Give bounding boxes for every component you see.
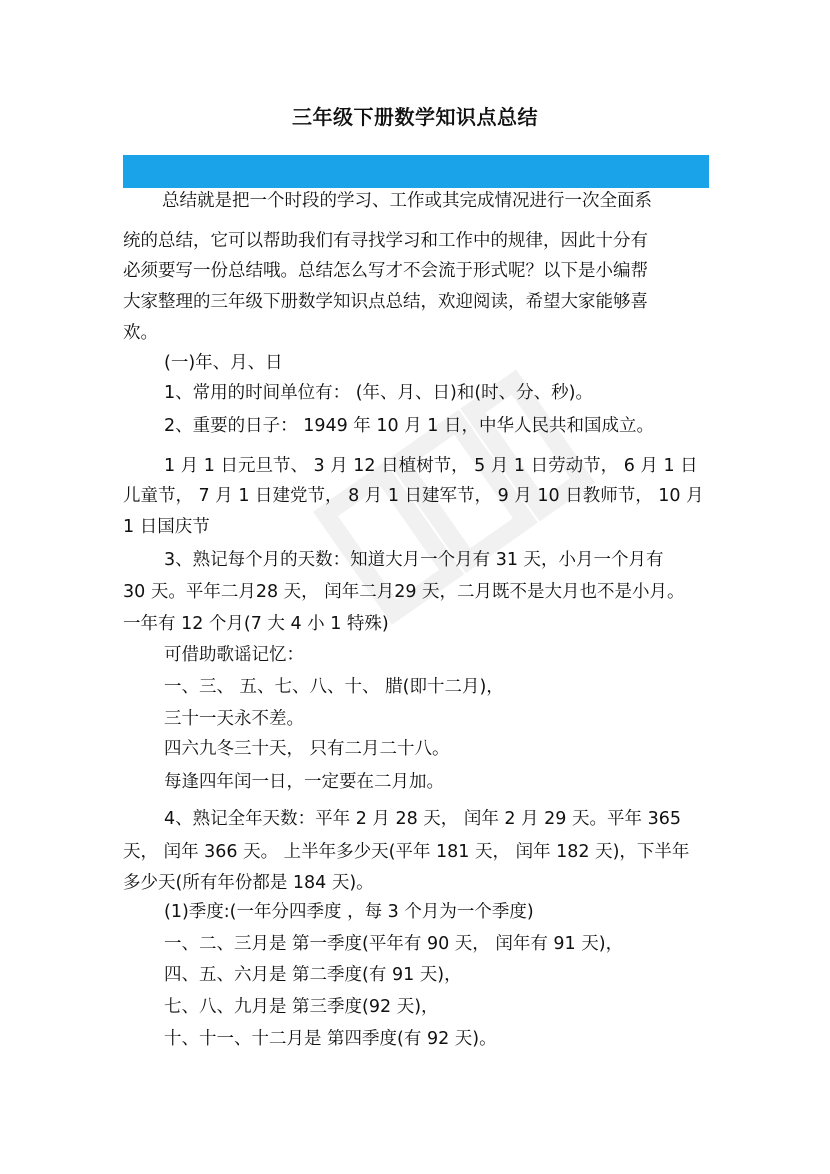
paragraph-line: 必须要写一份总结哦。总结怎么写才不会流于形式呢？以下是小编帮 bbox=[123, 261, 648, 281]
paragraph-line: 统的总结，它可以帮助我们有寻找学习和工作中的规律，因此十分有 bbox=[123, 231, 648, 251]
paragraph-line: 四六九冬三十天， 只有二月二十八。 bbox=[164, 739, 450, 759]
paragraph-line: 1 月 1 日元旦节、 3 月 12 日植树节， 5 月 1 日劳动节， 6 月 1 日 bbox=[164, 456, 698, 476]
paragraph-line: 1 日国庆节 bbox=[123, 517, 210, 537]
paragraph-line: 30 天。平年二月28 天， 闰年二月29 天，二月既不是大月也不是小月。 bbox=[123, 582, 685, 602]
paragraph-line: 儿童节， 7 月 1 日建党节， 8 月 1 日建军节， 9 月 10 日教师节， 10 月 bbox=[123, 486, 704, 506]
paragraph-line: 三十一天永不差。 bbox=[164, 709, 304, 729]
paragraph-line: 1、常用的时间单位有： (年、月、日)和(时、分、秒)。 bbox=[164, 383, 594, 403]
paragraph-line: 欢。 bbox=[123, 323, 158, 343]
section-heading: (一)年、月、日 bbox=[164, 353, 283, 373]
paragraph-line: 4、熟记全年天数：平年 2 月 28 天， 闰年 2 月 29 天。平年 365 bbox=[164, 809, 681, 829]
paragraph-line: 3、熟记每个月的天数：知道大月一个月有 31 天，小月一个月有 bbox=[164, 550, 664, 570]
page-title: 三年级下册数学知识点总结 bbox=[292, 105, 538, 129]
paragraph-line: 一、二、三月是 第一季度(平年有 90 天， 闰年有 91 天)， bbox=[164, 934, 624, 954]
paragraph-line: 每逢四年闰一日，一定要在二月加。 bbox=[164, 772, 444, 792]
paragraph-line: 总结就是把一个时段的学习、工作或其完成情况进行一次全面系 bbox=[162, 191, 652, 211]
paragraph-line: 大家整理的三年级下册数学知识点总结，欢迎阅读，希望大家能够喜 bbox=[123, 292, 648, 312]
paragraph-line: (1)季度:(一年分四季度 ，每 3 个月为一个季度) bbox=[164, 902, 534, 922]
paragraph-line: 七、八、九月是 第三季度(92 天)， bbox=[164, 997, 439, 1017]
paragraph-line: 天， 闰年 366 天。 上半年多少天(平年 181 天， 闰年 182 天)，下半年 bbox=[123, 842, 690, 862]
header-accent-bar bbox=[123, 155, 709, 188]
paragraph-line: 十、十一、十二月是 第四季度(有 92 天)。 bbox=[164, 1029, 497, 1049]
paragraph-line: 四、五、六月是 第二季度(有 91 天)， bbox=[164, 965, 462, 985]
paragraph-line: 一年有 12 个月(7 大 4 小 1 特殊) bbox=[123, 614, 389, 634]
paragraph-line: 2、重要的日子： 1949 年 10 月 1 日，中华人民共和国成立。 bbox=[164, 416, 654, 436]
paragraph-line: 多少天(所有年份都是 184 天)。 bbox=[123, 873, 374, 893]
paragraph-line: 可借助歌谣记忆： bbox=[164, 645, 304, 665]
paragraph-line: 一、三、 五、七、八、十、 腊(即十二月)， bbox=[164, 677, 504, 697]
